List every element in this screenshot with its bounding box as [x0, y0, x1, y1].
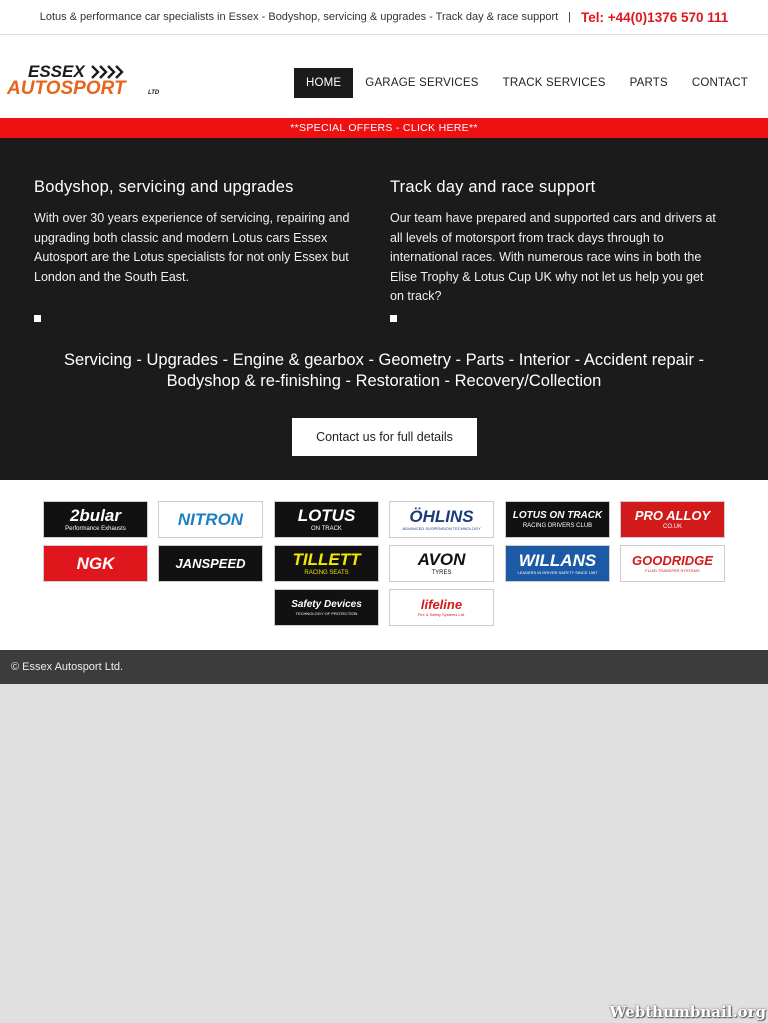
- main-nav: [294, 68, 760, 98]
- bodyshop-column: [34, 178, 364, 287]
- partner-subtitle: ON TRACK: [311, 526, 342, 532]
- services-list: Servicing - Upgrades - Engine & gearbox - Geometry - Parts - Interior - Accident repair - Bodyshop & re-finishing - Restoration - Recovery/Collection: [63, 351, 705, 390]
- partner-logo-janspeed[interactable]: [158, 545, 263, 582]
- watermark: Webthumbnail.org: [609, 1003, 766, 1021]
- partner-logo-ngk[interactable]: [43, 545, 148, 582]
- partner-subtitle: TECHNOLOGY OF PROTECTION: [295, 610, 358, 616]
- partner-logo-text: [298, 507, 356, 532]
- track-text: Our team have prepared and supported cars and drivers at all levels of motorsport from track days through to international races. With numerous race wins in both the Elise Trophy & Lotus Cup UK why not let us help you get on track?: [390, 211, 716, 304]
- top-bar: [0, 0, 768, 35]
- partner-logo-lotus[interactable]: [274, 501, 379, 538]
- partner-subtitle: LEADERS IN DRIVER SAFETY SINCE 1967: [517, 570, 598, 575]
- partner-logo-avon[interactable]: [389, 545, 494, 582]
- partner-name: NGK: [76, 554, 115, 573]
- partner-subtitle: ADVANCED SUSPENSION TECHNOLOGY: [402, 526, 481, 531]
- tagline: Lotus & performance car specialists in Essex - Bodyshop, servicing & upgrades - Track day & race support: [39, 11, 559, 23]
- partner-logo-text: [418, 598, 465, 617]
- partner-logo-text: [291, 600, 362, 616]
- partner-logo-text: [513, 511, 602, 529]
- partner-name: LOTUS: [297, 506, 356, 525]
- track-title: Track day and race support: [390, 178, 596, 196]
- partner-logo-text: [65, 507, 126, 532]
- partner-subtitle: TYRES: [431, 570, 452, 576]
- partner-logo-lotus-on-track[interactable]: [505, 501, 610, 538]
- nav-contact[interactable]: CONTACT: [691, 77, 748, 89]
- partner-logo-tillett[interactable]: [274, 545, 379, 582]
- partner-logo-2bular[interactable]: [43, 501, 148, 538]
- partner-logos: [0, 480, 768, 650]
- footer: [0, 650, 768, 684]
- partner-name: Safety Devices: [291, 598, 362, 610]
- nav-garage-services[interactable]: GARAGE SERVICES: [365, 77, 479, 89]
- partner-subtitle: Fire & Safety Systems Ltd.: [417, 612, 466, 617]
- partner-subtitle: CO.UK: [662, 524, 682, 530]
- bodyshop-text: With over 30 years experience of servicing, repairing and upgrading both classic and modern Lotus cars Essex Autosport are the Lotus specialists for not only Essex but London and the South East.: [34, 211, 350, 284]
- separator: |: [568, 11, 572, 23]
- partner-logo-text: [518, 552, 598, 575]
- partner-name: NITRON: [177, 510, 244, 529]
- partner-subtitle: FLUID TRANSFER SYSTEMS: [645, 568, 700, 573]
- partner-name: ÖHLINS: [409, 507, 474, 526]
- bullet-icon: [34, 315, 41, 322]
- partner-logo-text: [402, 508, 480, 531]
- logo-line2: AUTOSPORT: [7, 78, 126, 97]
- logo-suffix: LTD: [148, 90, 160, 96]
- partner-logo-text: [418, 551, 466, 576]
- partner-name: WILLANS: [518, 551, 597, 570]
- partner-name: lifeline: [420, 597, 463, 612]
- phone-number[interactable]: Tel: +44(0)1376 570 111: [581, 9, 729, 25]
- hero-section: [0, 138, 768, 480]
- partner-logo-lifeline[interactable]: [389, 589, 494, 626]
- copyright: © Essex Autosport Ltd.: [11, 661, 124, 673]
- partner-subtitle: RACING SEATS: [304, 570, 349, 576]
- special-offers-banner[interactable]: **SPECIAL OFFERS - CLICK HERE**: [0, 118, 768, 138]
- partner-logo-willans[interactable]: [505, 545, 610, 582]
- partner-name: LOTUS ON TRACK: [512, 509, 603, 521]
- nav-home[interactable]: HOME: [294, 68, 353, 98]
- chevrons-icon: [92, 66, 122, 78]
- partner-logo-text: [77, 555, 115, 572]
- logo-line1: ESSEX: [28, 62, 85, 81]
- site-header: [0, 35, 768, 118]
- partner-name: 2bular: [69, 506, 121, 525]
- partner-name: JANSPEED: [175, 556, 246, 571]
- partner-logo-nitron[interactable]: [158, 501, 263, 538]
- nav-parts[interactable]: PARTS: [629, 77, 668, 89]
- bodyshop-title: Bodyshop, servicing and upgrades: [34, 178, 294, 196]
- partner-logo-text: [175, 557, 245, 570]
- partner-logo-text: [293, 551, 361, 576]
- partner-name: GOODRIDGE: [632, 553, 713, 568]
- partner-name: TILLETT: [292, 550, 361, 569]
- bullet-icon: [390, 315, 397, 322]
- partner-logo-safety-devices[interactable]: [274, 589, 379, 626]
- partner-logo-text: [178, 511, 243, 528]
- partner-subtitle: RACING DRIVERS CLUB: [522, 522, 593, 529]
- nav-track-services[interactable]: TRACK SERVICES: [502, 77, 606, 89]
- partner-logo-text: [632, 554, 713, 573]
- partner-subtitle: Performance Exhausts: [65, 526, 126, 532]
- contact-details-button[interactable]: Contact us for full details: [292, 418, 477, 456]
- partner-logo-text: [635, 509, 710, 530]
- essex-autosport-logo[interactable]: [6, 61, 166, 97]
- partner-name: PRO ALLOY: [634, 508, 711, 523]
- partner-name: AVON: [417, 550, 466, 569]
- partner-logo--hlins[interactable]: [389, 501, 494, 538]
- track-column: [390, 178, 720, 307]
- partner-logo-goodridge[interactable]: [620, 545, 725, 582]
- partner-logo-pro-alloy[interactable]: [620, 501, 725, 538]
